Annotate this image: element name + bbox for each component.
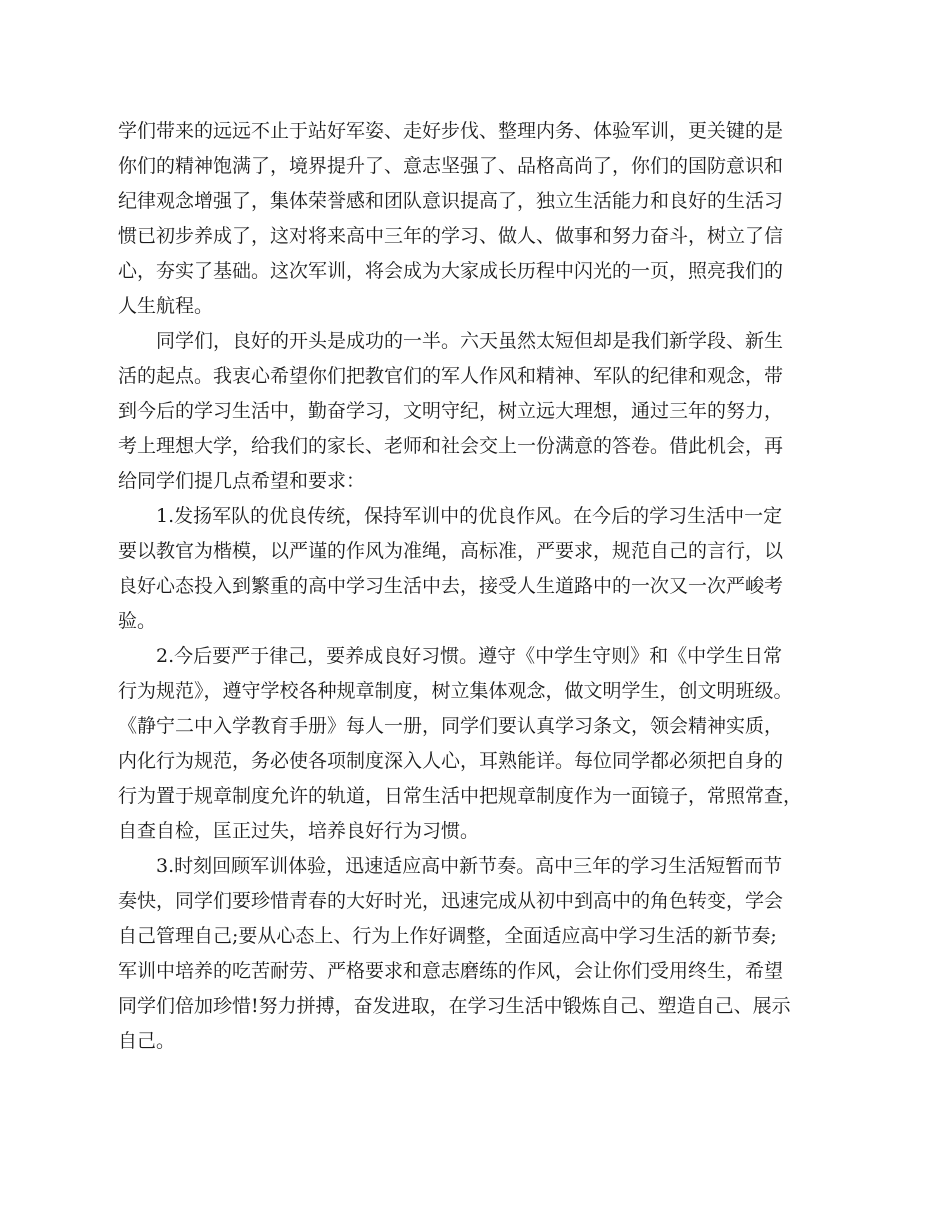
text-line: 验。 (118, 610, 157, 632)
text-line: 纪律观念增强了，集体荣誉感和团队意识提高了，独立生活能力和良好的生活习 (118, 190, 784, 212)
list-item-2-first-line: 2.今后要严于律己，要养成良好习惯。遵守《中学生守则》和《中学生日常 (156, 645, 783, 667)
text-line: 《静宁二中入学教育手册》每人一册，同学们要认真学习条文，领会精神实质， (118, 715, 784, 737)
text-line: 内化行为规范，务必使各项制度深入人心，耳熟能详。每位同学都必须把自身的 (118, 750, 784, 772)
text-line: 自己。 (118, 1030, 176, 1052)
text-line: 自查自检，匡正过失，培养良好行为习惯。 (118, 820, 480, 842)
text-line: 活的起点。我衷心希望你们把教官们的军人作风和精神、军队的纪律和观念，带 (118, 365, 784, 387)
text-line: 心，夯实了基础。这次军训，将会成为大家成长历程中闪光的一页，照亮我们的 (118, 260, 784, 282)
text-line: 自己管理自己;要从心态上、行为上作好调整，全面适应高中学习生活的新节奏; (118, 925, 777, 947)
text-line: 要以教官为楷模，以严谨的作风为准绳，高标准，严要求，规范自己的言行，以 (118, 540, 784, 562)
text-line: 行为规范》，遵守学校各种规章制度，树立集体观念，做文明学生，创文明班级。 (118, 680, 793, 702)
text-line: 良好心态投入到繁重的高中学习生活中去，接受人生道路中的一次又一次严峻考 (118, 575, 784, 597)
text-line: 行为置于规章制度允许的轨道，日常生活中把规章制度作为一面镜子，常照常查， (118, 785, 803, 807)
text-line: 同学们倍加珍惜!努力拼搏，奋发进取，在学习生活中锻炼自己、塑造自己、展示 (118, 995, 791, 1017)
text-line: 军训中培养的吃苦耐劳、严格要求和意志磨练的作风，会让你们受用终生，希望 (118, 960, 784, 982)
text-line: 给同学们提几点希望和要求： (118, 470, 366, 492)
text-line: 惯已初步养成了，这对将来高中三年的学习、做人、做事和努力奋斗，树立了信 (118, 225, 784, 247)
text-line: 学们带来的远远不止于站好军姿、走好步伐、整理内务、体验军训，更关键的是 (118, 120, 784, 142)
list-item-1-first-line: 1.发扬军队的优良传统，保持军训中的优良作风。在今后的学习生活中一定 (156, 505, 783, 527)
text-line: 到今后的学习生活中，勤奋学习，文明守纪，树立远大理想，通过三年的努力， (118, 400, 784, 422)
paragraph-first-line: 同学们，良好的开头是成功的一半。六天虽然太短但却是我们新学段、新生 (156, 330, 784, 352)
text-line: 你们的精神饱满了，境界提升了、意志坚强了、品格高尚了，你们的国防意识和 (118, 155, 784, 177)
list-item-3-first-line: 3.时刻回顾军训体验，迅速适应高中新节奏。高中三年的学习生活短暂而节 (156, 855, 783, 877)
text-line: 考上理想大学，给我们的家长、老师和社会交上一份满意的答卷。借此机会，再 (118, 435, 784, 457)
text-line: 奏快，同学们要珍惜青春的大好时光，迅速完成从初中到高中的角色转变，学会 (118, 890, 784, 912)
text-line: 人生航程。 (118, 295, 214, 317)
